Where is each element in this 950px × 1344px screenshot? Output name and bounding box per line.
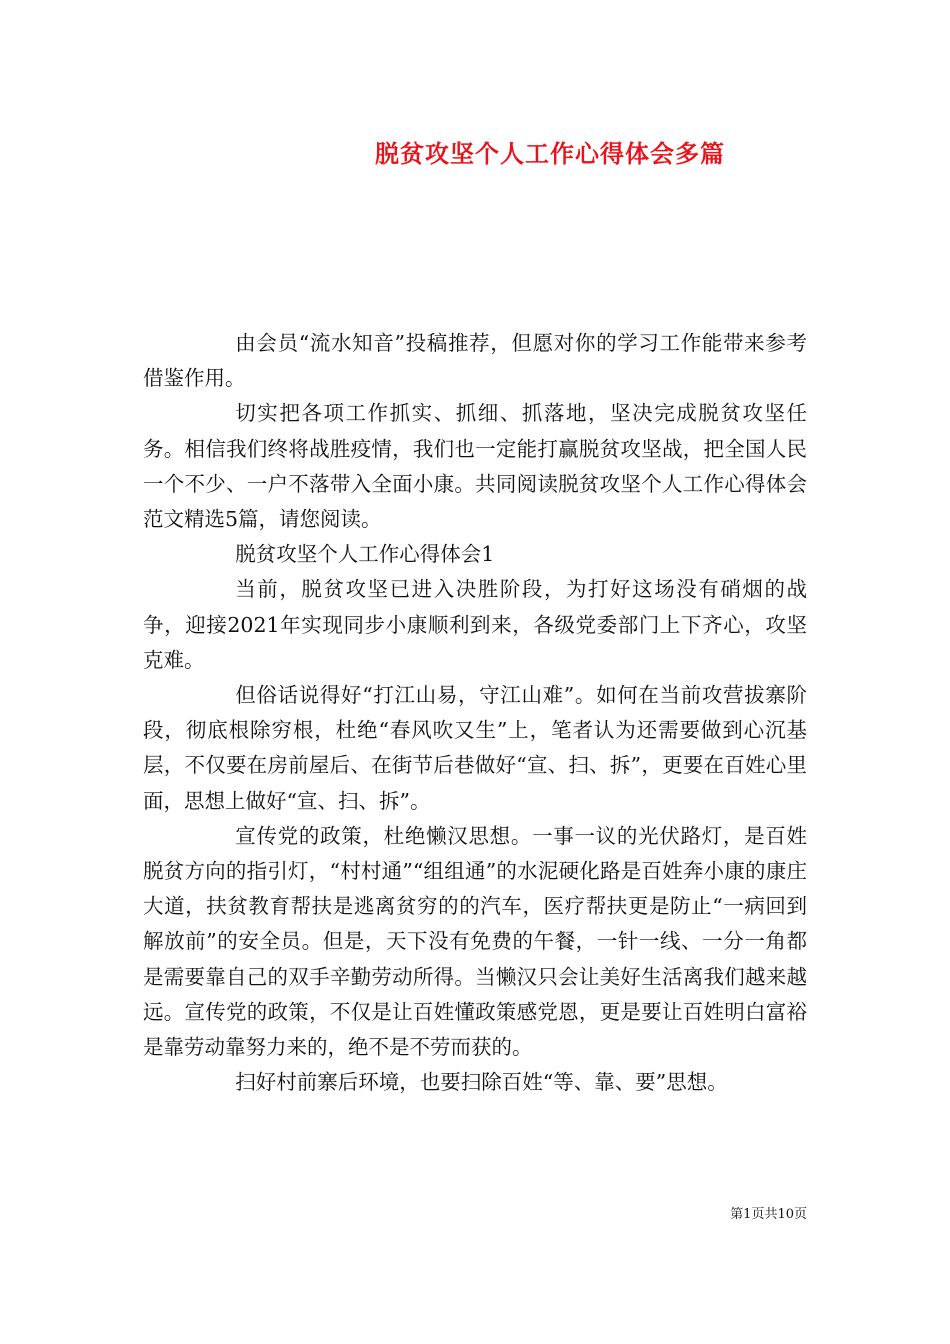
paragraph: 宣传党的政策，杜绝懒汉思想。一事一议的光伏路灯，是百姓脱贫方向的指引灯，“村村通”“组组通”的水泥硬化路是百姓奔小康的康庄大道，扶贫教育帮扶是逃离贫穷的的汽车，医疗帮扶更是防止“一病回到解放前”的安全员。但是，天下没有免费的午餐，一针一线、一分一角都是需要靠自己的双手辛勤劳动所得。当懒汉只会让美好生活离我们越来越远。宣传党的政策，不仅是让百姓懂政策感党恩，更是要让百姓明白富裕是靠劳动靠努力来的，绝不是不劳而获的。 xyxy=(143,823,807,1060)
paragraph: 切实把各项工作抓实、抓细、抓落地，坚决完成脱贫攻坚任务。相信我们终将战胜疫情，我们也一定能打赢脱贫攻坚战，把全国人民一个不少、一户不落带入全面小康。共同阅读脱贫攻坚个人工作心得体会范文精选5篇，请您阅读。 xyxy=(143,401,807,532)
page-number: 第1页共10页 xyxy=(730,1207,807,1222)
section-heading: 脱贫攻坚个人工作心得体会1 xyxy=(235,542,495,567)
paragraph: 由会员“流水知音”投稿推荐，但愿对你的学习工作能带来参考借鉴作用。 xyxy=(143,331,807,391)
paragraph: 当前，脱贫攻坚已进入决胜阶段，为打好这场没有硝烟的战争，迎接2021年实现同步小康顺利到来，各级党委部门上下齐心，攻坚克难。 xyxy=(143,577,807,672)
document-body xyxy=(143,326,807,1100)
page-title: 脱贫攻坚个人工作心得体会多篇 xyxy=(375,139,725,168)
paragraph: 扫好村前寨后环境，也要扫除百姓“等、靠、要”思想。 xyxy=(235,1070,728,1095)
paragraph: 但俗话说得好“打江山易，守江山难”。如何在当前攻营拔寨阶段，彻底根除穷根，杜绝“春风吹又生”上，笔者认为还需要做到心沉基层，不仅要在房前屋后、在街节后巷做好“宣、扫、拆”，更要在百姓心里面，思想上做好“宣、扫、拆”。 xyxy=(143,683,807,813)
